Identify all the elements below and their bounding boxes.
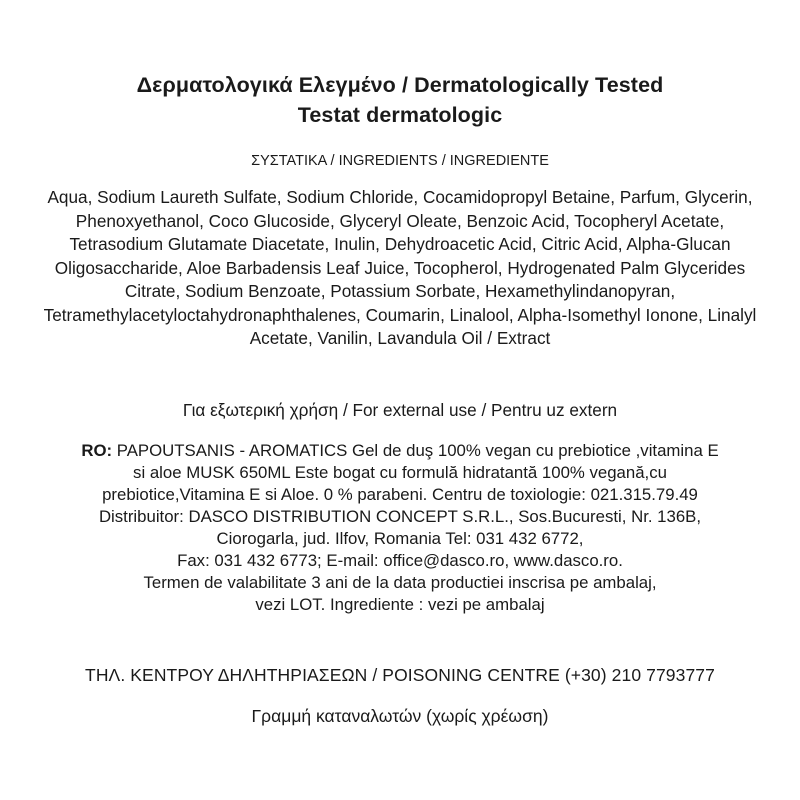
ro-prefix: RO:	[81, 441, 113, 460]
ro-line: prebiotice,Vitamina E si Aloe. 0 % parabeni. Centru de toxiologie: 021.315.79.49	[102, 485, 698, 504]
ro-line: Termen de valabilitate 3 ani de la data productiei inscrisa pe ambalaj,	[143, 573, 657, 592]
romanian-info-block	[20, 440, 780, 616]
ingredients-heading: ΣΥΣΤΑΤΙΚΑ / INGREDIENTS / INGREDIENTE	[251, 153, 549, 169]
ro-line: Ciorogarla, jud. Ilfov, Romania Tel: 031 432 6772,	[216, 529, 584, 548]
ro-line: Distribuitor: DASCO DISTRIBUTION CONCEPT S.R.L., Sos.Bucuresti, Nr. 136B,	[98, 507, 702, 526]
consumer-line: Γραμμή καταναλωτών (χωρίς χρέωση)	[251, 706, 549, 726]
title-line-2: Testat dermatologic	[297, 103, 503, 127]
dermatological-title	[20, 70, 780, 130]
ro-line: Fax: 031 432 6773; E-mail: office@dasco.ro, www.dasco.ro.	[177, 551, 623, 570]
ingredients-list: Aqua, Sodium Laureth Sulfate, Sodium Chloride, Cocamidopropyl Betaine, Parfum, Glycerin, Phenoxyethanol, Coco Glucoside, Glyceryl Oleate, Benzoic Acid, Tocopheryl Acetate, Tetrasodium Glutamate Diacetate, Inulin, Dehydroacetic Acid, Citric Acid, Alpha-Glucan Oligosaccharide, Aloe Barbadensis Leaf Juice, Tocopherol, Hydrogenated Palm Glycerides Citrate, Sodium Benzoate, Potassium Sorbate, Hexamethylindanopyran, Tetramethylacetyloctahydronaphthalenes, Coumarin, Linalool, Alpha-Isomethyl Ionone, Linalyl Acetate, Vanilin, Lavandula Oil / Extract	[43, 187, 757, 348]
ro-line: PAPOUTSANIS - AROMATICS Gel de duş 100% vegan cu prebiotice ,vitamina E	[112, 441, 719, 460]
usage-statement: Για εξωτερική χρήση / For external use / Pentru uz extern	[182, 400, 618, 420]
ro-line: si aloe MUSK 650ML Este bogat cu formulă hidratantă 100% vegană,cu	[133, 463, 667, 482]
ro-line: vezi LOT. Ingrediente : vezi pe ambalaj	[255, 595, 545, 614]
title-line-1: Δερματολογικά Ελεγμένο / Dermatologically Tested	[136, 73, 664, 97]
poisoning-centre-line: ΤΗΛ. ΚΕΝΤΡΟΥ ΔΗΛΗΤΗΡΙΑΣΕΩΝ / POISONING CENTRE (+30) 210 7793777	[85, 665, 715, 685]
